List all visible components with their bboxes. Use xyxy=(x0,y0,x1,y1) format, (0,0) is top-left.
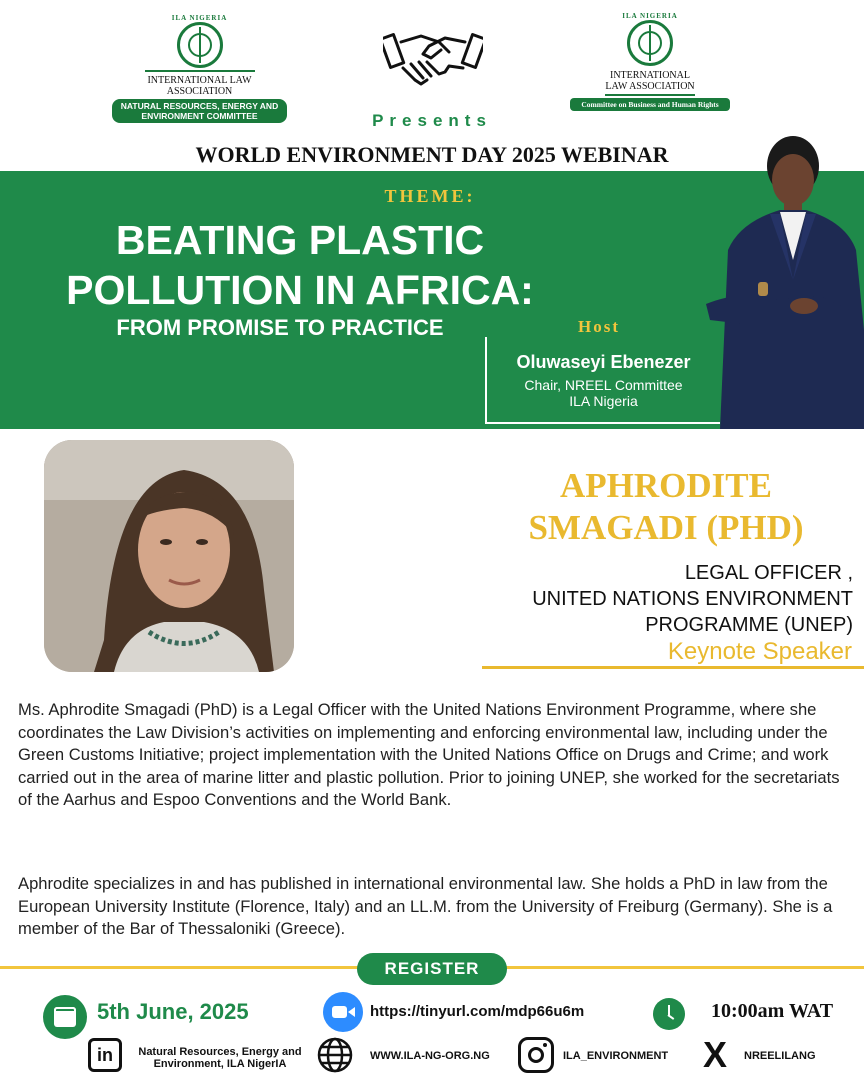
event-title: WORLD ENVIRONMENT DAY 2025 WEBINAR xyxy=(195,142,669,167)
speaker-name xyxy=(480,465,852,549)
instagram-icon[interactable] xyxy=(518,1037,554,1073)
speaker-title-line-3: PROGRAMME (UNEP) xyxy=(645,614,853,636)
zoom-icon xyxy=(323,992,363,1032)
host-portrait-illustration xyxy=(700,130,864,429)
linkedin-handle[interactable]: Natural Resources, Energy and Environment, ILA NigerIA xyxy=(138,1046,302,1070)
logo-rule xyxy=(145,70,255,72)
keynote-label: Keynote Speaker xyxy=(667,638,852,665)
instagram-handle[interactable]: ILA_ENVIRONMENT xyxy=(563,1050,669,1062)
ila-nreel-logo xyxy=(112,14,287,123)
host-box xyxy=(485,337,720,424)
speaker-divider xyxy=(482,666,864,669)
host-role-line-1: Chair, NREEL Committee xyxy=(524,377,683,393)
clock-icon xyxy=(653,998,685,1030)
x-icon[interactable]: X xyxy=(703,1034,728,1075)
host-label: Host xyxy=(578,317,620,336)
speaker-title-line-2: UNITED NATIONS ENVIRONMENT xyxy=(532,588,853,610)
ila-bhr-logo xyxy=(570,12,730,111)
speaker-photo xyxy=(44,440,294,672)
theme-subheadline: FROM PROMISE TO PRACTICE xyxy=(116,315,444,340)
speaker-name-line-2: SMAGADI (PHD) xyxy=(528,508,804,547)
headline-line-1: BEATING PLASTIC xyxy=(115,217,485,263)
headline-line-2: POLLUTION IN AFRICA: xyxy=(66,267,534,313)
presents-label: Presents xyxy=(372,111,492,130)
website-link[interactable]: WWW.ILA-NG-ORG.NG xyxy=(370,1050,490,1062)
calendar-icon xyxy=(43,995,87,1039)
speaker-name-line-1: APHRODITE xyxy=(560,466,772,505)
speaker-bio-paragraph-2: Aphrodite specializes in and has published in international environmental law. She holds a PhD in law from the European University Institute (Florence, Italy) and an LL.M. from the University of Freiburg (Germany). She is a member of the Bar of Thessaloniki (Greece). xyxy=(18,874,833,939)
x-handle[interactable]: NREELILANG xyxy=(744,1050,816,1062)
logo-committee: NATURAL RESOURCES, ENERGY AND ENVIRONMENT COMMITTEE xyxy=(112,99,287,123)
globe-icon xyxy=(627,20,673,66)
register-button[interactable]: REGISTER xyxy=(357,953,507,985)
logo-org-name: INTERNATIONAL LAW ASSOCIATION xyxy=(605,70,695,92)
registration-link[interactable]: https://tinyurl.com/mdp66u6m xyxy=(370,1003,585,1020)
logo-committee: Committee on Business and Human Rights xyxy=(570,98,730,111)
host-photo xyxy=(700,130,864,429)
logo-arc-text: ILA NIGERIA xyxy=(171,14,228,22)
event-time: 10:00am WAT xyxy=(711,1000,834,1022)
theme-label: THEME: xyxy=(384,186,476,206)
linkedin-icon[interactable]: in xyxy=(88,1038,122,1072)
globe-icon xyxy=(177,22,223,68)
globe-web-icon[interactable] xyxy=(316,1036,354,1074)
host-name: Oluwaseyi Ebenezer xyxy=(516,352,691,372)
speaker-title xyxy=(440,560,853,638)
handshake-icon xyxy=(383,28,483,92)
speaker-bio-paragraph-1: Ms. Aphrodite Smagadi (PhD) is a Legal Officer with the United Nations Environment Programme, where she coordinates the Law Division’s activities on implementing and enforcing environmental law, including under the Green Customs Initiative; project implementation with the United Nations Office on Drugs and Crime; and work carried out in the area of marine litter and plastic pollution. Prior to joining UNEP, she worked for the secretariats of the Aarhus and Espoo Conventions and the World Bank. xyxy=(18,700,840,810)
logo-arc-text: ILA NIGERIA xyxy=(622,12,678,20)
host-role-line-2: ILA Nigeria xyxy=(569,393,638,409)
logo-rule xyxy=(605,94,695,96)
logo-org-name: INTERNATIONAL LAW ASSOCIATION xyxy=(147,75,252,97)
speaker-title-line-1: LEGAL OFFICER , xyxy=(684,562,853,584)
speaker-portrait-illustration xyxy=(44,440,294,672)
event-date: 5th June, 2025 xyxy=(97,999,249,1024)
theme-headline xyxy=(20,215,580,315)
